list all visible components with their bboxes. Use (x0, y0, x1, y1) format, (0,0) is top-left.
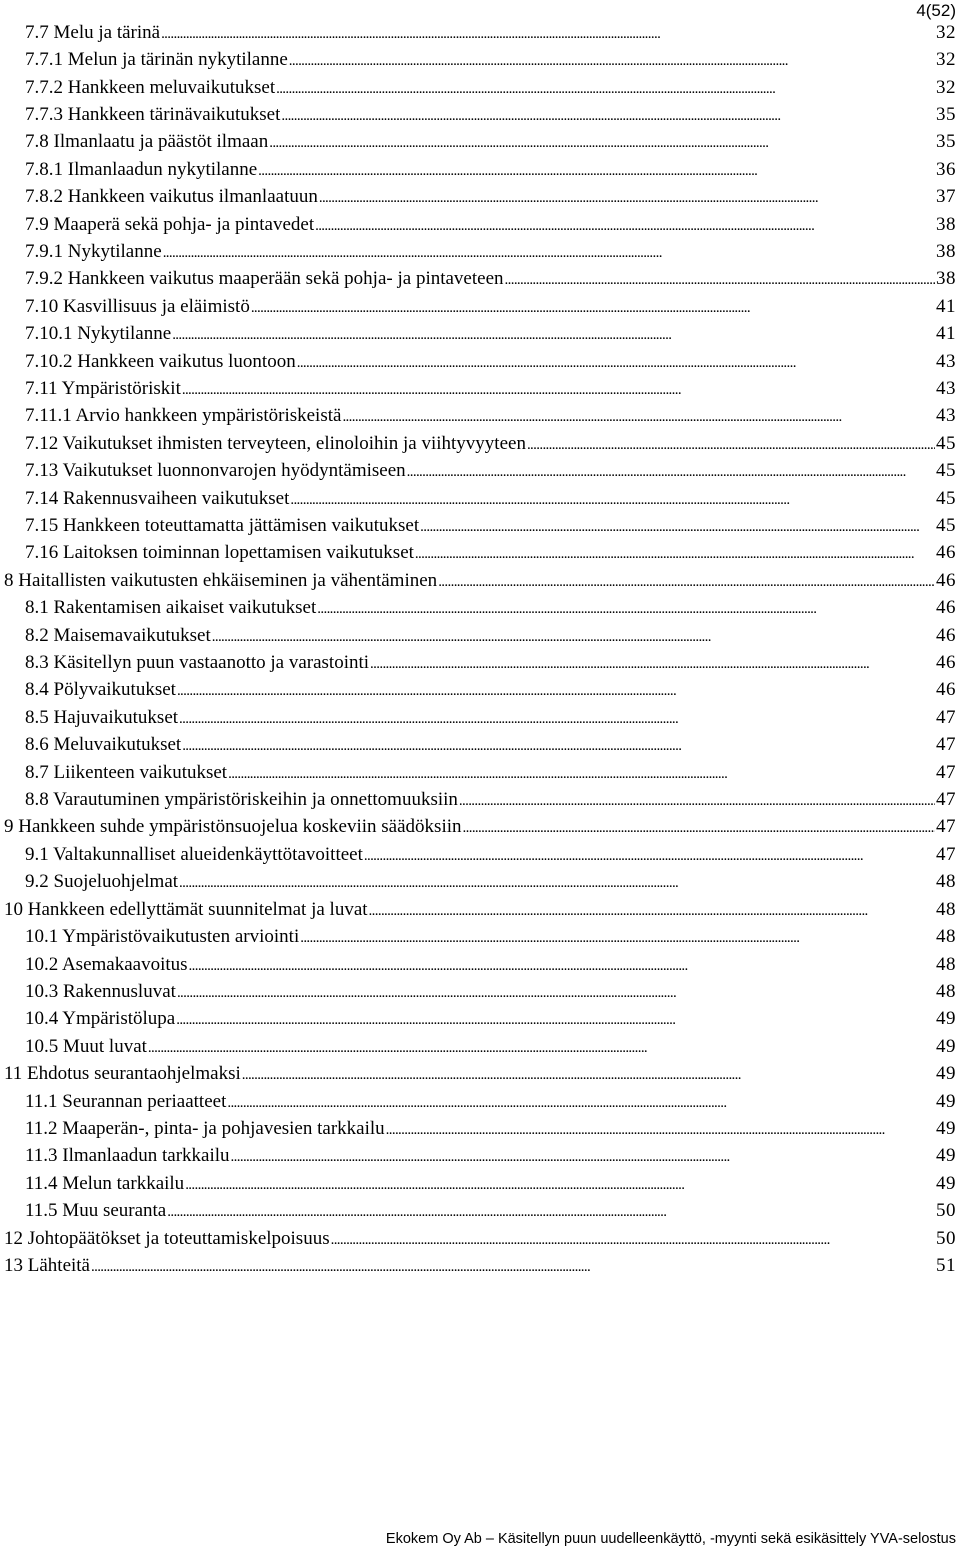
toc-dot-leader (227, 1091, 935, 1113)
toc-entry-page: 32 (936, 49, 956, 71)
toc-entry[interactable] (0, 1143, 960, 1170)
toc-dot-leader (182, 734, 935, 756)
page-footer: Ekokem Oy Ab – Käsitellyn puun uudelleenkäyttö, -myynti sekä esikäsittely YVA-selostus (385, 1531, 956, 1547)
toc-entry-title: 8.5 Hajuvaikutukset (25, 706, 179, 728)
toc-entry-page: 47 (936, 761, 956, 783)
toc-entry-title: 7.10.2 Hankkeen vaikutus luontoon (25, 350, 296, 372)
toc-entry-title: 11.5 Muu seuranta (25, 1200, 167, 1222)
toc-dot-leader (189, 954, 935, 976)
toc-entry-title: 7.10 Kasvillisuus ja eläimistö (25, 295, 250, 317)
toc-entry[interactable] (0, 1033, 960, 1060)
toc-entry-title: 7.9 Maaperä sekä pohja- ja pintavedet (25, 213, 315, 235)
toc-entry-page: 32 (936, 76, 956, 98)
toc-entry-title: 10.3 Rakennusluvat (25, 980, 176, 1002)
toc-entry-title: 8.1 Rakentamisen aikaiset vaikutukset (25, 597, 317, 619)
toc-entry[interactable] (0, 430, 960, 457)
toc-entry[interactable] (0, 266, 960, 293)
toc-dot-leader (317, 597, 935, 619)
toc-entry[interactable] (0, 348, 960, 375)
toc-entry-title: 7.15 Hankkeen toteuttamatta jättämisen vaikutukset (25, 515, 420, 537)
toc-entry-page: 48 (936, 871, 956, 893)
toc-entry-title: 7.7.3 Hankkeen tärinävaikutukset (25, 103, 281, 125)
toc-entry-page: 35 (936, 103, 956, 125)
toc-dot-leader (182, 378, 935, 400)
toc-entry-page: 45 (936, 515, 956, 537)
toc-entry[interactable] (0, 814, 960, 841)
toc-dot-leader (300, 926, 935, 948)
toc-entry[interactable] (0, 46, 960, 73)
toc-entry-page: 49 (936, 1008, 956, 1030)
toc-entry-title: 13 Lähteitä (4, 1254, 90, 1276)
toc-entry[interactable] (0, 1170, 960, 1197)
toc-entry-page: 43 (936, 405, 956, 427)
toc-entry[interactable] (0, 841, 960, 868)
toc-entry-title: 10.4 Ympäristölupa (25, 1008, 176, 1030)
toc-dot-leader (289, 49, 935, 71)
toc-entry-page: 35 (936, 131, 956, 153)
toc-entry-page: 38 (936, 268, 956, 290)
page-number: 4(52) (916, 1, 956, 20)
toc-entry-page: 46 (936, 652, 956, 674)
toc-entry-page: 47 (936, 816, 956, 838)
toc-dot-leader (185, 1173, 935, 1195)
toc-dot-leader (370, 652, 935, 674)
toc-entry-title: 7.8.1 Ilmanlaadun nykytilanne (25, 158, 258, 180)
toc-entry-title: 7.7.1 Melun ja tärinän nykytilanne (25, 49, 288, 71)
toc-entry-title: 7.8 Ilmanlaatu ja päästöt ilmaan (25, 131, 269, 153)
toc-dot-leader (231, 1145, 935, 1167)
toc-entry[interactable] (0, 485, 960, 512)
toc-dot-leader (527, 433, 935, 455)
toc-entry-page: 48 (936, 953, 956, 975)
toc-entry[interactable] (0, 1197, 960, 1224)
toc-dot-leader (276, 77, 935, 99)
toc-entry[interactable] (0, 1252, 960, 1279)
toc-entry-title: 11.1 Seurannan periaatteet (25, 1090, 227, 1112)
toc-entry-page: 48 (936, 898, 956, 920)
toc-entry-title: 10.2 Asemakaavoitus (25, 953, 188, 975)
toc-dot-leader (420, 515, 935, 537)
toc-entry-page: 37 (936, 186, 956, 208)
toc-entry[interactable] (0, 1115, 960, 1142)
toc-entry[interactable] (0, 512, 960, 539)
toc-dot-leader (415, 542, 935, 564)
toc-entry-page: 50 (936, 1200, 956, 1222)
toc-entry-page: 46 (936, 624, 956, 646)
toc-dot-leader (505, 268, 935, 290)
toc-entry-page: 46 (936, 542, 956, 564)
toc-dot-leader (342, 405, 935, 427)
toc-entry-page: 50 (936, 1227, 956, 1249)
toc-dot-leader (331, 1228, 935, 1250)
toc-entry[interactable] (0, 458, 960, 485)
toc-entry-page: 48 (936, 926, 956, 948)
toc-entry-title: 7.13 Vaikutukset luonnonvarojen hyödyntämiseen (25, 460, 406, 482)
toc-entry-page: 47 (936, 843, 956, 865)
toc-dot-leader (463, 816, 935, 838)
toc-entry-title: 8.7 Liikenteen vaikutukset (25, 761, 228, 783)
toc-entry-title: 7.11.1 Arvio hankkeen ympäristöriskeistä (25, 405, 342, 427)
toc-entry-title: 8.8 Varautuminen ympäristöriskeihin ja onnettomuuksiin (25, 789, 458, 811)
toc-dot-leader (176, 1008, 935, 1030)
toc-entry-title: 7.16 Laitoksen toiminnan lopettamisen vaikutukset (25, 542, 414, 564)
toc-dot-leader (228, 762, 935, 784)
toc-entry[interactable] (0, 595, 960, 622)
toc-entry[interactable] (0, 869, 960, 896)
toc-dot-leader (258, 159, 935, 181)
toc-entry[interactable] (0, 1006, 960, 1033)
toc-entry[interactable] (0, 567, 960, 594)
toc-entry-page: 51 (936, 1254, 956, 1276)
toc-entry-page: 46 (936, 569, 956, 591)
toc-entry-page: 46 (936, 597, 956, 619)
toc-dot-leader (297, 351, 935, 373)
toc-dot-leader (172, 323, 935, 345)
toc-entry-title: 8 Haitallisten vaikutusten ehkäiseminen ja vähentäminen (4, 569, 438, 591)
toc-entry-page: 45 (936, 432, 956, 454)
toc-entry-title: 7.7.2 Hankkeen meluvaikutukset (25, 76, 276, 98)
toc-entry-page: 46 (936, 679, 956, 701)
toc-entry-page: 41 (936, 295, 956, 317)
toc-dot-leader (161, 22, 935, 44)
toc-entry[interactable] (0, 238, 960, 265)
toc-dot-leader (167, 1200, 935, 1222)
toc-entry-title: 7.10.1 Nykytilanne (25, 323, 172, 345)
toc-entry[interactable] (0, 951, 960, 978)
toc-entry[interactable] (0, 129, 960, 156)
toc-entry-page: 32 (936, 21, 956, 43)
toc-entry-page: 43 (936, 350, 956, 372)
toc-entry-title: 7.8.2 Hankkeen vaikutus ilmanlaatuun (25, 186, 318, 208)
toc-entry[interactable] (0, 1088, 960, 1115)
toc-entry-page: 49 (936, 1172, 956, 1194)
toc-entry[interactable] (0, 540, 960, 567)
toc-entry-page: 47 (936, 789, 956, 811)
toc-dot-leader (177, 679, 935, 701)
toc-dot-leader (364, 844, 935, 866)
toc-dot-leader (315, 214, 935, 236)
toc-entry-page: 36 (936, 158, 956, 180)
toc-dot-leader (148, 1036, 935, 1058)
toc-entry-title: 7.12 Vaikutukset ihmisten terveyteen, elinoloihin ja viihtyvyyteen (25, 432, 526, 454)
toc-entry[interactable] (0, 649, 960, 676)
toc-entry-title: 9.1 Valtakunnalliset alueidenkäyttötavoitteet (25, 843, 363, 865)
toc-entry-title: 9.2 Suojeluohjelmat (25, 871, 179, 893)
toc-dot-leader (319, 186, 935, 208)
toc-entry-title: 10.1 Ympäristövaikutusten arviointi (25, 926, 300, 948)
toc-entry-title: 10.5 Muut luvat (25, 1035, 147, 1057)
toc-entry[interactable] (0, 896, 960, 923)
toc-entry-title: 12 Johtopäätökset ja toteuttamiskelpoisuus (4, 1227, 330, 1249)
toc-entry[interactable] (0, 786, 960, 813)
toc-entry[interactable] (0, 211, 960, 238)
toc-entry-title: 7.9.1 Nykytilanne (25, 240, 162, 262)
toc-entry-title: 7.9.2 Hankkeen vaikutus maaperään sekä pohja- ja pintaveteen (25, 268, 504, 290)
table-of-contents (0, 19, 960, 1280)
toc-entry[interactable] (0, 704, 960, 731)
toc-dot-leader (438, 570, 935, 592)
toc-dot-leader (369, 899, 935, 921)
toc-entry-title: 11.4 Melun tarkkailu (25, 1172, 185, 1194)
toc-entry-page: 49 (936, 1145, 956, 1167)
toc-dot-leader (163, 241, 935, 263)
toc-entry-page: 49 (936, 1063, 956, 1085)
toc-entry-page: 41 (936, 323, 956, 345)
toc-entry-page: 48 (936, 980, 956, 1002)
toc-entry[interactable] (0, 101, 960, 128)
toc-entry[interactable] (0, 978, 960, 1005)
toc-entry-title: 8.2 Maisemavaikutukset (25, 624, 211, 646)
toc-entry[interactable] (0, 923, 960, 950)
toc-entry[interactable] (0, 74, 960, 101)
toc-entry[interactable] (0, 320, 960, 347)
toc-entry[interactable] (0, 732, 960, 759)
toc-entry-page: 38 (936, 240, 956, 262)
toc-dot-leader (212, 625, 935, 647)
toc-entry[interactable] (0, 1060, 960, 1087)
toc-entry[interactable] (0, 293, 960, 320)
toc-dot-leader (91, 1255, 935, 1277)
toc-entry[interactable] (0, 403, 960, 430)
toc-entry[interactable] (0, 375, 960, 402)
toc-dot-leader (459, 789, 935, 811)
toc-entry-title: 11.2 Maaperän-, pinta- ja pohjavesien tarkkailu (25, 1117, 385, 1139)
toc-entry-title: 7.14 Rakennusvaiheen vaikutukset (25, 487, 290, 509)
toc-entry-title: 10 Hankkeen edellyttämät suunnitelmat ja luvat (4, 898, 368, 920)
toc-entry-title: 11 Ehdotus seurantaohjelmaksi (4, 1063, 241, 1085)
toc-entry-page: 45 (936, 487, 956, 509)
toc-entry-title: 8.6 Meluvaikutukset (25, 734, 182, 756)
toc-entry-title: 7.7 Melu ja tärinä (25, 21, 161, 43)
toc-dot-leader (269, 131, 935, 153)
toc-entry-page: 38 (936, 213, 956, 235)
toc-dot-leader (281, 104, 935, 126)
toc-dot-leader (177, 981, 935, 1003)
toc-entry-title: 11.3 Ilmanlaadun tarkkailu (25, 1145, 230, 1167)
toc-dot-leader (407, 460, 935, 482)
toc-dot-leader (179, 707, 935, 729)
toc-dot-leader (251, 296, 935, 318)
toc-entry-page: 43 (936, 377, 956, 399)
toc-entry[interactable] (0, 156, 960, 183)
toc-entry[interactable] (0, 677, 960, 704)
toc-entry-page: 49 (936, 1090, 956, 1112)
toc-entry[interactable] (0, 759, 960, 786)
toc-entry[interactable] (0, 183, 960, 210)
toc-entry-title: 8.3 Käsitellyn puun vastaanotto ja varastointi (25, 652, 370, 674)
toc-entry-page: 47 (936, 734, 956, 756)
toc-entry[interactable] (0, 622, 960, 649)
toc-entry-title: 9 Hankkeen suhde ympäristönsuojelua koskeviin säädöksiin (4, 816, 462, 838)
toc-dot-leader (386, 1118, 935, 1140)
toc-entry-title: 8.4 Pölyvaikutukset (25, 679, 176, 701)
toc-dot-leader (242, 1063, 935, 1085)
toc-dot-leader (290, 488, 935, 510)
toc-entry[interactable] (0, 19, 960, 46)
toc-dot-leader (179, 871, 935, 893)
toc-entry-page: 49 (936, 1035, 956, 1057)
toc-entry-page: 45 (936, 460, 956, 482)
toc-entry-page: 49 (936, 1117, 956, 1139)
toc-entry-title: 7.11 Ympäristöriskit (25, 377, 181, 399)
toc-entry[interactable] (0, 1225, 960, 1252)
toc-entry-page: 47 (936, 706, 956, 728)
